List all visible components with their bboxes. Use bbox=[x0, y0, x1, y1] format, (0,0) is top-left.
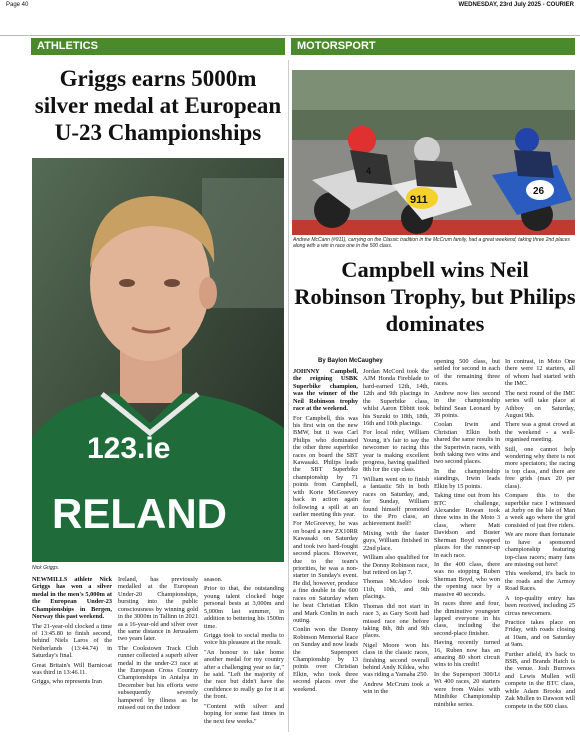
section-label-motorsport: MOTORSPORT bbox=[291, 38, 575, 55]
motorsport-paragraph: Still, one cannot help wondering why there is not more spectators; the racing is top class, and there are free grids (max 20 per class). bbox=[505, 445, 575, 490]
motorsport-paragraph: For Campbell, this was his first win on the new BMW, but it was Carl Philips who dominated the other three superbike races on board the SBT Kawasaki. Philips leads the SBT Superbike championship by 71 points from Campbell, with Korie McGreevey back in action again following a spill at an earlier meeting this year. bbox=[293, 414, 358, 519]
motorsport-column-1 bbox=[293, 368, 358, 734]
motorsport-column-2 bbox=[363, 368, 429, 734]
motorsport-paragraph: Taking time out from his BTC challenge, Alexander Rowan took three wins in the Moto 3 class, where Matt Davidson and Buster Sherman Boyd swapped places for the runner-up in each race. bbox=[434, 492, 500, 559]
athletics-column-3 bbox=[204, 576, 284, 732]
byline: By Baylon McCaughey bbox=[318, 358, 383, 364]
motorsport-paragraph: This weekend, it's back to the roads and the Armoy Road Races. bbox=[505, 570, 575, 593]
section-label-athletics: ATHLETICS bbox=[31, 38, 285, 55]
motorsport-paragraph: In the Supersport 300/Lt Wt 400 races, 20 starters were from Wales with Minibike Championship minibike series. bbox=[434, 670, 500, 708]
athlete-photo-caption: Nick Griggs. bbox=[32, 565, 60, 571]
athletics-lead-paragraph: NEWMILLS athlete Nick Griggs has won a silver medal in the men's 5,000m at the European Under-23 Championships in Bergen, Norway this past weekend. bbox=[32, 576, 112, 621]
motorsport-paragraph: In the championship standings, Irwin leads Elkin by 15 points. bbox=[434, 467, 500, 490]
motorsport-paragraph: William went on to finish a fantastic 5th in both races on Saturday, and, for Sunday, William found himself promoted to the Pro class, an achievement itself! bbox=[363, 475, 429, 528]
motorsport-paragraph: Further afield, it's back to BSB, and Brands Hatch is the venue. Josh Burrows and Lewis Mullen will compete in the BTC class, while Adam Brooks and Zak Mullen to Dawson will compete in the 600 class. bbox=[505, 650, 575, 710]
publication-date: WEDNESDAY, 23rd July 2025 - COURIER bbox=[458, 2, 574, 8]
motorsport-column-4 bbox=[505, 358, 575, 734]
motorsport-paragraph: Conlin won the Donny Robinson Memorial Race on Sunday and now leads the Supersport Championship by 13 points over Christian Elkin, who took three second places over the weekend. bbox=[293, 626, 358, 693]
motorsport-column-3 bbox=[434, 358, 500, 734]
athletics-paragraph: "Content with silver and hoping for some fast times in the next few weeks." bbox=[204, 702, 284, 725]
vest-country-text: RELAND bbox=[52, 490, 227, 537]
rider-number-4: 4 bbox=[366, 166, 372, 176]
motorsport-paragraph: Jordan McCord took the AJM Honda Fireblade to hard-earned 12th, 14th, 12th and 9th placings in the Superbike class, whilst Aaron Ebbitt took his Suzuki to 18th, 18th, 16th and 10th placings. bbox=[363, 368, 429, 427]
motorsport-paragraph: Having recently turned 16, Ruben now has an amazing 80 short circuit wins to his credit! bbox=[434, 639, 500, 669]
motorsport-paragraph: Thomas did not start in race 3, as Gary Scott had missed race one before taking 8th, 8th and 9th places. bbox=[363, 602, 429, 640]
athletics-paragraph: Griggs, who represents Iran bbox=[32, 678, 102, 686]
motorsport-paragraph: William also qualified for the Donny Robinson race, but retired on lap 7. bbox=[363, 554, 429, 576]
athletics-column-1 bbox=[32, 576, 112, 732]
athletics-paragraph: Ireland, has previously medalled at the European Under-20 Championships, bursting into the public consciousness by winning gold in the 3000m in Tallinn in 2021 as a 16-year-old and silver over the same distance in Jerusalem two years later. bbox=[118, 576, 198, 643]
race-illustration bbox=[292, 70, 575, 235]
motorsport-paragraph: For local rider, William Young, it's fair to say the newcomer to racing this year is making excellent progress, having qualified 8th for the cup class. bbox=[363, 429, 429, 474]
athlete-photo bbox=[32, 158, 284, 562]
rider-number-26: 26 bbox=[533, 186, 545, 197]
athletics-headline: Griggs earns 5000m silver medal at European U-23 Championships bbox=[34, 66, 282, 145]
column-divider bbox=[288, 60, 289, 732]
page-number: Page 40 bbox=[6, 2, 29, 8]
motorsport-paragraph: Andrew now lies second in the championship behind Sean Leonard by 39 points. bbox=[434, 389, 500, 419]
motorsport-paragraph: The next round of the IMC series will take place at Athboy on Saturday, August 9th. bbox=[505, 389, 575, 419]
athletics-paragraph: Prior to that, the outstanding young talent clocked huge personal bests at 3,000m and 5,000m last summer, in addition to bettering his 1500m time. bbox=[204, 585, 284, 630]
motorsport-paragraph: Practice takes place on Friday, with roads closing at 10am, and on Saturday at 9am. bbox=[505, 618, 575, 649]
motorsport-headline: Campbell wins Neil Robinson Trophy, but Philips dominates bbox=[294, 257, 576, 336]
athlete-illustration bbox=[32, 158, 284, 562]
motorsport-paragraph: For McGreevey, he was on board a new ZX10RR Kawasaki on Saturday and took two hard-fought second places. However, due to the team's priorities, he was a non-starter in Sunday's event. He did, however, produce a fine double in the 600 races on Saturday when he beat Christian Elkin and Mark Conlin in each outing. bbox=[293, 520, 358, 624]
motorsport-paragraph: Compare this to the superbike race I witnessed at Jurby on the Isle of Man a week ago where the grid consisted of just five riders. bbox=[505, 492, 575, 529]
race-photo-caption: Andrew McCann (#911), carrying on the Classic tradition in the McCrum family, had a great weekend, taking three 2nd places along with a win in race one in the 500 class. bbox=[293, 237, 570, 249]
motorsport-paragraph: There was a great crowd at the weekend - a well-organised meeting. bbox=[505, 421, 575, 444]
athletics-paragraph: season. bbox=[204, 576, 223, 583]
page-header bbox=[0, 0, 580, 36]
athletics-column-2 bbox=[118, 576, 198, 732]
race-photo bbox=[292, 70, 575, 235]
rider-number-911: 911 bbox=[410, 194, 428, 206]
athletics-paragraph: Great Britain's Will Barnicoat was third in 13:46.11. bbox=[32, 661, 112, 677]
athletics-paragraph: The 21-year-old clocked a time of 13:45.80 to finish second, behind Niels Laros of the Netherlands (13:44.74) in Saturday's final. bbox=[32, 622, 112, 660]
athletics-paragraph: Griggs took to social media to voice his pleasure at the result. bbox=[204, 631, 284, 647]
motorsport-paragraph: opening 500 class, but settled for second in each of the remaining three races. bbox=[434, 358, 500, 388]
motorsport-paragraph: We are more than fortunate to have a sponsored championship featuring top-class racers; many fans are missing out here! bbox=[505, 531, 575, 568]
vest-brand-text: 123.ie bbox=[87, 432, 171, 465]
motorsport-paragraph: In the 400 class, there was no stopping Ruben Sherman Boyd, who won the opening race by a massive 40 seconds. bbox=[434, 560, 500, 598]
motorsport-paragraph: Thomas McAdoo took 11th, 10th, and 9th placings. bbox=[363, 578, 429, 601]
motorsport-paragraph: Coolan Irwin and Christian Elkin both shared the same results in the Supertwin races, with both taking two wins and two second places. bbox=[434, 421, 500, 466]
motorsport-paragraph: In contrast, in Moto One there were 12 starters, all of whom had started with the IMC. bbox=[505, 358, 575, 388]
athletics-paragraph: "An honour to take home another medal for my country after a challenging year so far," he said. "Left the majority of the race but didn't have the confidence to really go for it at the front. bbox=[204, 648, 284, 701]
motorsport-lead-paragraph: JOHNNY Campbell, the reigning USBK Superbike champion, was the winner of the Neil Robinson trophy race at the weekend. bbox=[293, 368, 358, 413]
motorsport-paragraph: In races three and four, the diminutive youngster lapped everyone in his class, including the second-place finisher. bbox=[434, 600, 500, 637]
motorsport-paragraph: Andrew McCrum took a win in the bbox=[363, 680, 429, 696]
motorsport-paragraph: Mixing with the faster guys, William finished in 22nd place. bbox=[363, 529, 429, 552]
motorsport-paragraph: Nigel Moore won his class in the classic races, finishing second overall behind Andy Kildea, who was riding a Yamaha 250. bbox=[363, 641, 429, 679]
athletics-paragraph: The Cookstown Track Club runner collected a superb silver medal in the under-23 race at the European Cross Country Championships in Antalya in December but his efforts were subsequently severely hampered by illness as he missed out on the indoor bbox=[118, 644, 198, 712]
motorsport-paragraph: A top-quality entry has been received, including 25 circus newcomers. bbox=[505, 594, 575, 617]
